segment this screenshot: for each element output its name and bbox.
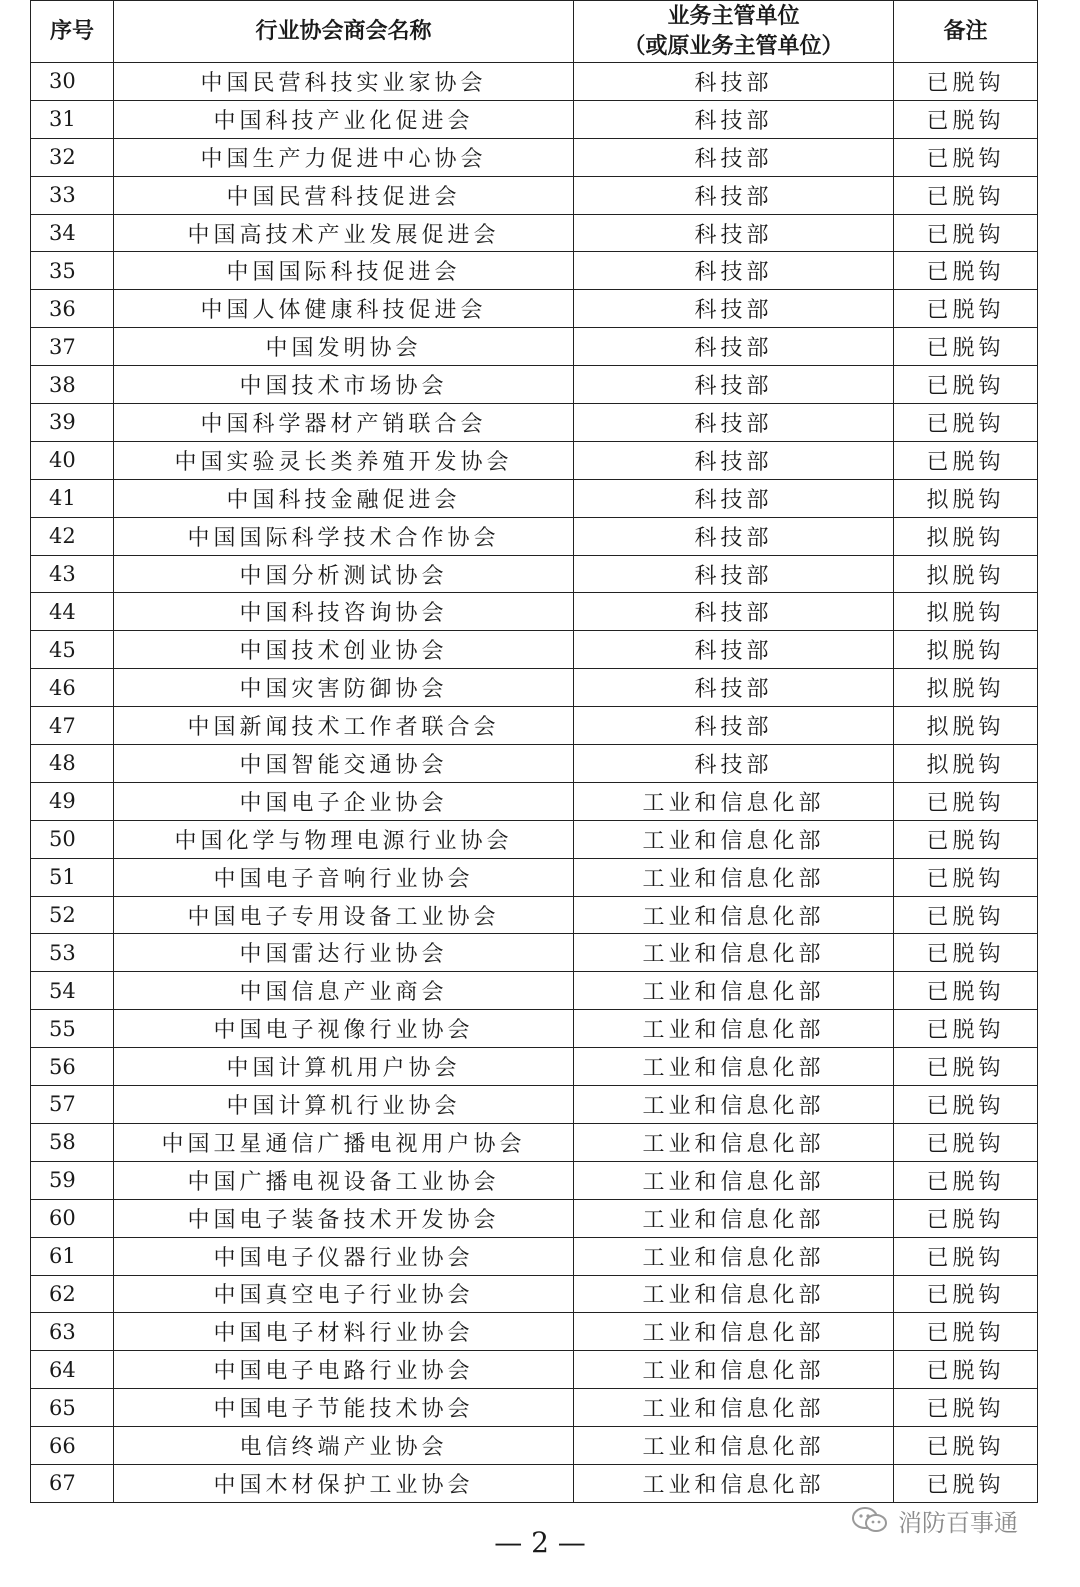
- table-row: [31, 707, 1038, 745]
- remarks-cell: 已脱钩: [894, 1086, 1038, 1124]
- remarks-cell: 已脱钩: [894, 366, 1038, 404]
- supervising-unit-cell: 科技部: [574, 138, 894, 176]
- table-row: [31, 100, 1038, 138]
- remarks-cell: 已脱钩: [894, 1199, 1038, 1237]
- serial-number-cell: 66: [31, 1427, 114, 1465]
- supervising-unit-cell: 科技部: [574, 441, 894, 479]
- remarks-cell: 已脱钩: [894, 100, 1038, 138]
- supervising-unit-cell: 工业和信息化部: [574, 1199, 894, 1237]
- table-row: [31, 1237, 1038, 1275]
- supervising-unit-cell: 科技部: [574, 479, 894, 517]
- supervising-unit-cell: 科技部: [574, 404, 894, 442]
- table-row: [31, 1010, 1038, 1048]
- table-row: [31, 1123, 1038, 1161]
- table-row: [31, 328, 1038, 366]
- serial-number-cell: 58: [31, 1123, 114, 1161]
- association-name-cell: 中国计算机用户协会: [114, 1048, 574, 1086]
- table-row: [31, 441, 1038, 479]
- supervising-unit-cell: 科技部: [574, 290, 894, 328]
- association-name-cell: 中国分析测试协会: [114, 555, 574, 593]
- serial-number-cell: 32: [31, 138, 114, 176]
- serial-number-cell: 48: [31, 745, 114, 783]
- supervising-unit-cell: 工业和信息化部: [574, 1161, 894, 1199]
- serial-number-cell: 38: [31, 366, 114, 404]
- serial-number-cell: 59: [31, 1161, 114, 1199]
- table-row: [31, 1313, 1038, 1351]
- supervising-unit-cell: 工业和信息化部: [574, 1313, 894, 1351]
- associations-table: [30, 0, 1038, 1503]
- supervising-unit-cell: 工业和信息化部: [574, 858, 894, 896]
- serial-number-cell: 34: [31, 214, 114, 252]
- remarks-cell: 已脱钩: [894, 63, 1038, 101]
- association-name-cell: 中国计算机行业协会: [114, 1086, 574, 1124]
- table-row: [31, 1199, 1038, 1237]
- supervising-unit-cell: 科技部: [574, 593, 894, 631]
- remarks-cell: 已脱钩: [894, 1010, 1038, 1048]
- supervising-unit-cell: 科技部: [574, 328, 894, 366]
- serial-number-cell: 52: [31, 896, 114, 934]
- remarks-cell: 已脱钩: [894, 138, 1038, 176]
- table-row: [31, 669, 1038, 707]
- remarks-cell: 已脱钩: [894, 1123, 1038, 1161]
- table-row: [31, 479, 1038, 517]
- remarks-cell: 拟脱钩: [894, 479, 1038, 517]
- table-row: [31, 1351, 1038, 1389]
- supervising-unit-cell: 科技部: [574, 555, 894, 593]
- association-name-cell: 中国卫星通信广播电视用户协会: [114, 1123, 574, 1161]
- association-name-cell: 中国电子音响行业协会: [114, 858, 574, 896]
- supervising-unit-cell: 科技部: [574, 366, 894, 404]
- supervising-unit-cell: 科技部: [574, 517, 894, 555]
- association-name-cell: 中国电子视像行业协会: [114, 1010, 574, 1048]
- association-name-cell: 中国民营科技实业家协会: [114, 63, 574, 101]
- association-name-cell: 中国木材保护工业协会: [114, 1464, 574, 1502]
- supervising-unit-cell: 工业和信息化部: [574, 820, 894, 858]
- remarks-cell: 拟脱钩: [894, 631, 1038, 669]
- remarks-cell: 已脱钩: [894, 214, 1038, 252]
- serial-number-cell: 55: [31, 1010, 114, 1048]
- serial-number-cell: 35: [31, 252, 114, 290]
- supervising-unit-cell: 科技部: [574, 176, 894, 214]
- remarks-cell: 已脱钩: [894, 820, 1038, 858]
- association-name-cell: 中国电子仪器行业协会: [114, 1237, 574, 1275]
- remarks-cell: 已脱钩: [894, 1048, 1038, 1086]
- association-name-cell: 中国真空电子行业协会: [114, 1275, 574, 1313]
- supervising-unit-cell: 科技部: [574, 745, 894, 783]
- serial-number-cell: 30: [31, 63, 114, 101]
- remarks-cell: 已脱钩: [894, 441, 1038, 479]
- association-name-cell: 中国人体健康科技促进会: [114, 290, 574, 328]
- remarks-cell: 拟脱钩: [894, 555, 1038, 593]
- table-row: [31, 896, 1038, 934]
- serial-number-cell: 33: [31, 176, 114, 214]
- supervising-unit-cell: 工业和信息化部: [574, 1389, 894, 1427]
- serial-number-cell: 44: [31, 593, 114, 631]
- association-name-cell: 中国电子企业协会: [114, 782, 574, 820]
- association-name-cell: 中国高技术产业发展促进会: [114, 214, 574, 252]
- serial-number-cell: 43: [31, 555, 114, 593]
- table-row: [31, 820, 1038, 858]
- table-row: [31, 555, 1038, 593]
- table-row: [31, 1275, 1038, 1313]
- table-header-row: [31, 1, 1038, 63]
- remarks-cell: 已脱钩: [894, 896, 1038, 934]
- header-supervising-unit-line1: 业务主管单位: [667, 3, 800, 29]
- table-row: [31, 1086, 1038, 1124]
- serial-number-cell: 51: [31, 858, 114, 896]
- remarks-cell: 拟脱钩: [894, 745, 1038, 783]
- remarks-cell: 已脱钩: [894, 1351, 1038, 1389]
- supervising-unit-cell: 工业和信息化部: [574, 1086, 894, 1124]
- serial-number-cell: 56: [31, 1048, 114, 1086]
- remarks-cell: 已脱钩: [894, 1389, 1038, 1427]
- header-supervising-unit-line2: （或原业务主管单位）: [623, 33, 844, 59]
- table-row: [31, 290, 1038, 328]
- serial-number-cell: 31: [31, 100, 114, 138]
- remarks-cell: 拟脱钩: [894, 707, 1038, 745]
- remarks-cell: 已脱钩: [894, 1237, 1038, 1275]
- serial-number-cell: 63: [31, 1313, 114, 1351]
- supervising-unit-cell: 工业和信息化部: [574, 972, 894, 1010]
- association-name-cell: 中国国际科学技术合作协会: [114, 517, 574, 555]
- association-name-cell: 中国新闻技术工作者联合会: [114, 707, 574, 745]
- page-number: — 2 —: [494, 1526, 586, 1559]
- association-name-cell: 中国科技金融促进会: [114, 479, 574, 517]
- association-name-cell: 中国电子材料行业协会: [114, 1313, 574, 1351]
- remarks-cell: 已脱钩: [894, 1427, 1038, 1465]
- association-name-cell: 中国电子装备技术开发协会: [114, 1199, 574, 1237]
- association-name-cell: 中国技术创业协会: [114, 631, 574, 669]
- association-name-cell: 中国电子专用设备工业协会: [114, 896, 574, 934]
- serial-number-cell: 67: [31, 1464, 114, 1502]
- supervising-unit-cell: 科技部: [574, 63, 894, 101]
- association-name-cell: 中国化学与物理电源行业协会: [114, 820, 574, 858]
- remarks-cell: 已脱钩: [894, 1464, 1038, 1502]
- supervising-unit-cell: 工业和信息化部: [574, 782, 894, 820]
- remarks-cell: 已脱钩: [894, 176, 1038, 214]
- serial-number-cell: 64: [31, 1351, 114, 1389]
- serial-number-cell: 50: [31, 820, 114, 858]
- supervising-unit-cell: 工业和信息化部: [574, 1464, 894, 1502]
- serial-number-cell: 61: [31, 1237, 114, 1275]
- table-row: [31, 593, 1038, 631]
- association-name-cell: 中国国际科技促进会: [114, 252, 574, 290]
- remarks-cell: 拟脱钩: [894, 593, 1038, 631]
- association-name-cell: 中国灾害防御协会: [114, 669, 574, 707]
- supervising-unit-cell: 工业和信息化部: [574, 1275, 894, 1313]
- table-row: [31, 366, 1038, 404]
- serial-number-cell: 53: [31, 934, 114, 972]
- supervising-unit-cell: 科技部: [574, 100, 894, 138]
- supervising-unit-cell: 工业和信息化部: [574, 1048, 894, 1086]
- table-row: [31, 517, 1038, 555]
- supervising-unit-cell: 科技部: [574, 631, 894, 669]
- table-row: [31, 972, 1038, 1010]
- association-name-cell: 中国生产力促进中心协会: [114, 138, 574, 176]
- association-name-cell: 中国技术市场协会: [114, 366, 574, 404]
- serial-number-cell: 62: [31, 1275, 114, 1313]
- table-row: [31, 176, 1038, 214]
- table-row: [31, 63, 1038, 101]
- header-remarks: 备注: [894, 1, 1038, 63]
- supervising-unit-cell: 工业和信息化部: [574, 1010, 894, 1048]
- serial-number-cell: 46: [31, 669, 114, 707]
- table-row: [31, 1464, 1038, 1502]
- supervising-unit-cell: 科技部: [574, 214, 894, 252]
- serial-number-cell: 40: [31, 441, 114, 479]
- remarks-cell: 已脱钩: [894, 972, 1038, 1010]
- remarks-cell: 已脱钩: [894, 290, 1038, 328]
- association-name-cell: 中国电子电路行业协会: [114, 1351, 574, 1389]
- remarks-cell: 已脱钩: [894, 1161, 1038, 1199]
- serial-number-cell: 37: [31, 328, 114, 366]
- association-name-cell: 中国智能交通协会: [114, 745, 574, 783]
- serial-number-cell: 36: [31, 290, 114, 328]
- association-name-cell: 中国雷达行业协会: [114, 934, 574, 972]
- header-supervising-unit: [574, 1, 894, 63]
- table-row: [31, 1427, 1038, 1465]
- serial-number-cell: 45: [31, 631, 114, 669]
- supervising-unit-cell: 科技部: [574, 669, 894, 707]
- serial-number-cell: 60: [31, 1199, 114, 1237]
- table-row: [31, 631, 1038, 669]
- association-name-cell: 中国发明协会: [114, 328, 574, 366]
- supervising-unit-cell: 工业和信息化部: [574, 1427, 894, 1465]
- table-row: [31, 745, 1038, 783]
- remarks-cell: 已脱钩: [894, 1275, 1038, 1313]
- header-association-name: 行业协会商会名称: [114, 1, 574, 63]
- serial-number-cell: 54: [31, 972, 114, 1010]
- serial-number-cell: 49: [31, 782, 114, 820]
- association-name-cell: 中国科技产业化促进会: [114, 100, 574, 138]
- table-row: [31, 1048, 1038, 1086]
- remarks-cell: 已脱钩: [894, 858, 1038, 896]
- supervising-unit-cell: 工业和信息化部: [574, 934, 894, 972]
- remarks-cell: 已脱钩: [894, 252, 1038, 290]
- table-row: [31, 1161, 1038, 1199]
- supervising-unit-cell: 工业和信息化部: [574, 1237, 894, 1275]
- supervising-unit-cell: 工业和信息化部: [574, 1351, 894, 1389]
- table-row: [31, 934, 1038, 972]
- association-name-cell: 中国信息产业商会: [114, 972, 574, 1010]
- remarks-cell: 已脱钩: [894, 404, 1038, 442]
- supervising-unit-cell: 科技部: [574, 707, 894, 745]
- serial-number-cell: 39: [31, 404, 114, 442]
- serial-number-cell: 65: [31, 1389, 114, 1427]
- table-row: [31, 1389, 1038, 1427]
- association-name-cell: 中国广播电视设备工业协会: [114, 1161, 574, 1199]
- remarks-cell: 拟脱钩: [894, 669, 1038, 707]
- table-row: [31, 252, 1038, 290]
- remarks-cell: 已脱钩: [894, 782, 1038, 820]
- association-name-cell: 中国实验灵长类养殖开发协会: [114, 441, 574, 479]
- association-name-cell: 中国科学器材产销联合会: [114, 404, 574, 442]
- supervising-unit-cell: 工业和信息化部: [574, 896, 894, 934]
- association-name-cell: 中国科技咨询协会: [114, 593, 574, 631]
- remarks-cell: 已脱钩: [894, 934, 1038, 972]
- remarks-cell: 已脱钩: [894, 328, 1038, 366]
- serial-number-cell: 42: [31, 517, 114, 555]
- table-row: [31, 858, 1038, 896]
- association-name-cell: 中国民营科技促进会: [114, 176, 574, 214]
- table-row: [31, 214, 1038, 252]
- serial-number-cell: 41: [31, 479, 114, 517]
- supervising-unit-cell: 工业和信息化部: [574, 1123, 894, 1161]
- table-body: [31, 63, 1038, 1503]
- remarks-cell: 拟脱钩: [894, 517, 1038, 555]
- watermark-text: 消防百事通: [898, 1508, 1018, 1537]
- header-serial-number: 序号: [31, 1, 114, 63]
- table-row: [31, 138, 1038, 176]
- table-row: [31, 782, 1038, 820]
- association-name-cell: 电信终端产业协会: [114, 1427, 574, 1465]
- association-name-cell: 中国电子节能技术协会: [114, 1389, 574, 1427]
- remarks-cell: 已脱钩: [894, 1313, 1038, 1351]
- serial-number-cell: 47: [31, 707, 114, 745]
- supervising-unit-cell: 科技部: [574, 252, 894, 290]
- table-row: [31, 404, 1038, 442]
- serial-number-cell: 57: [31, 1086, 114, 1124]
